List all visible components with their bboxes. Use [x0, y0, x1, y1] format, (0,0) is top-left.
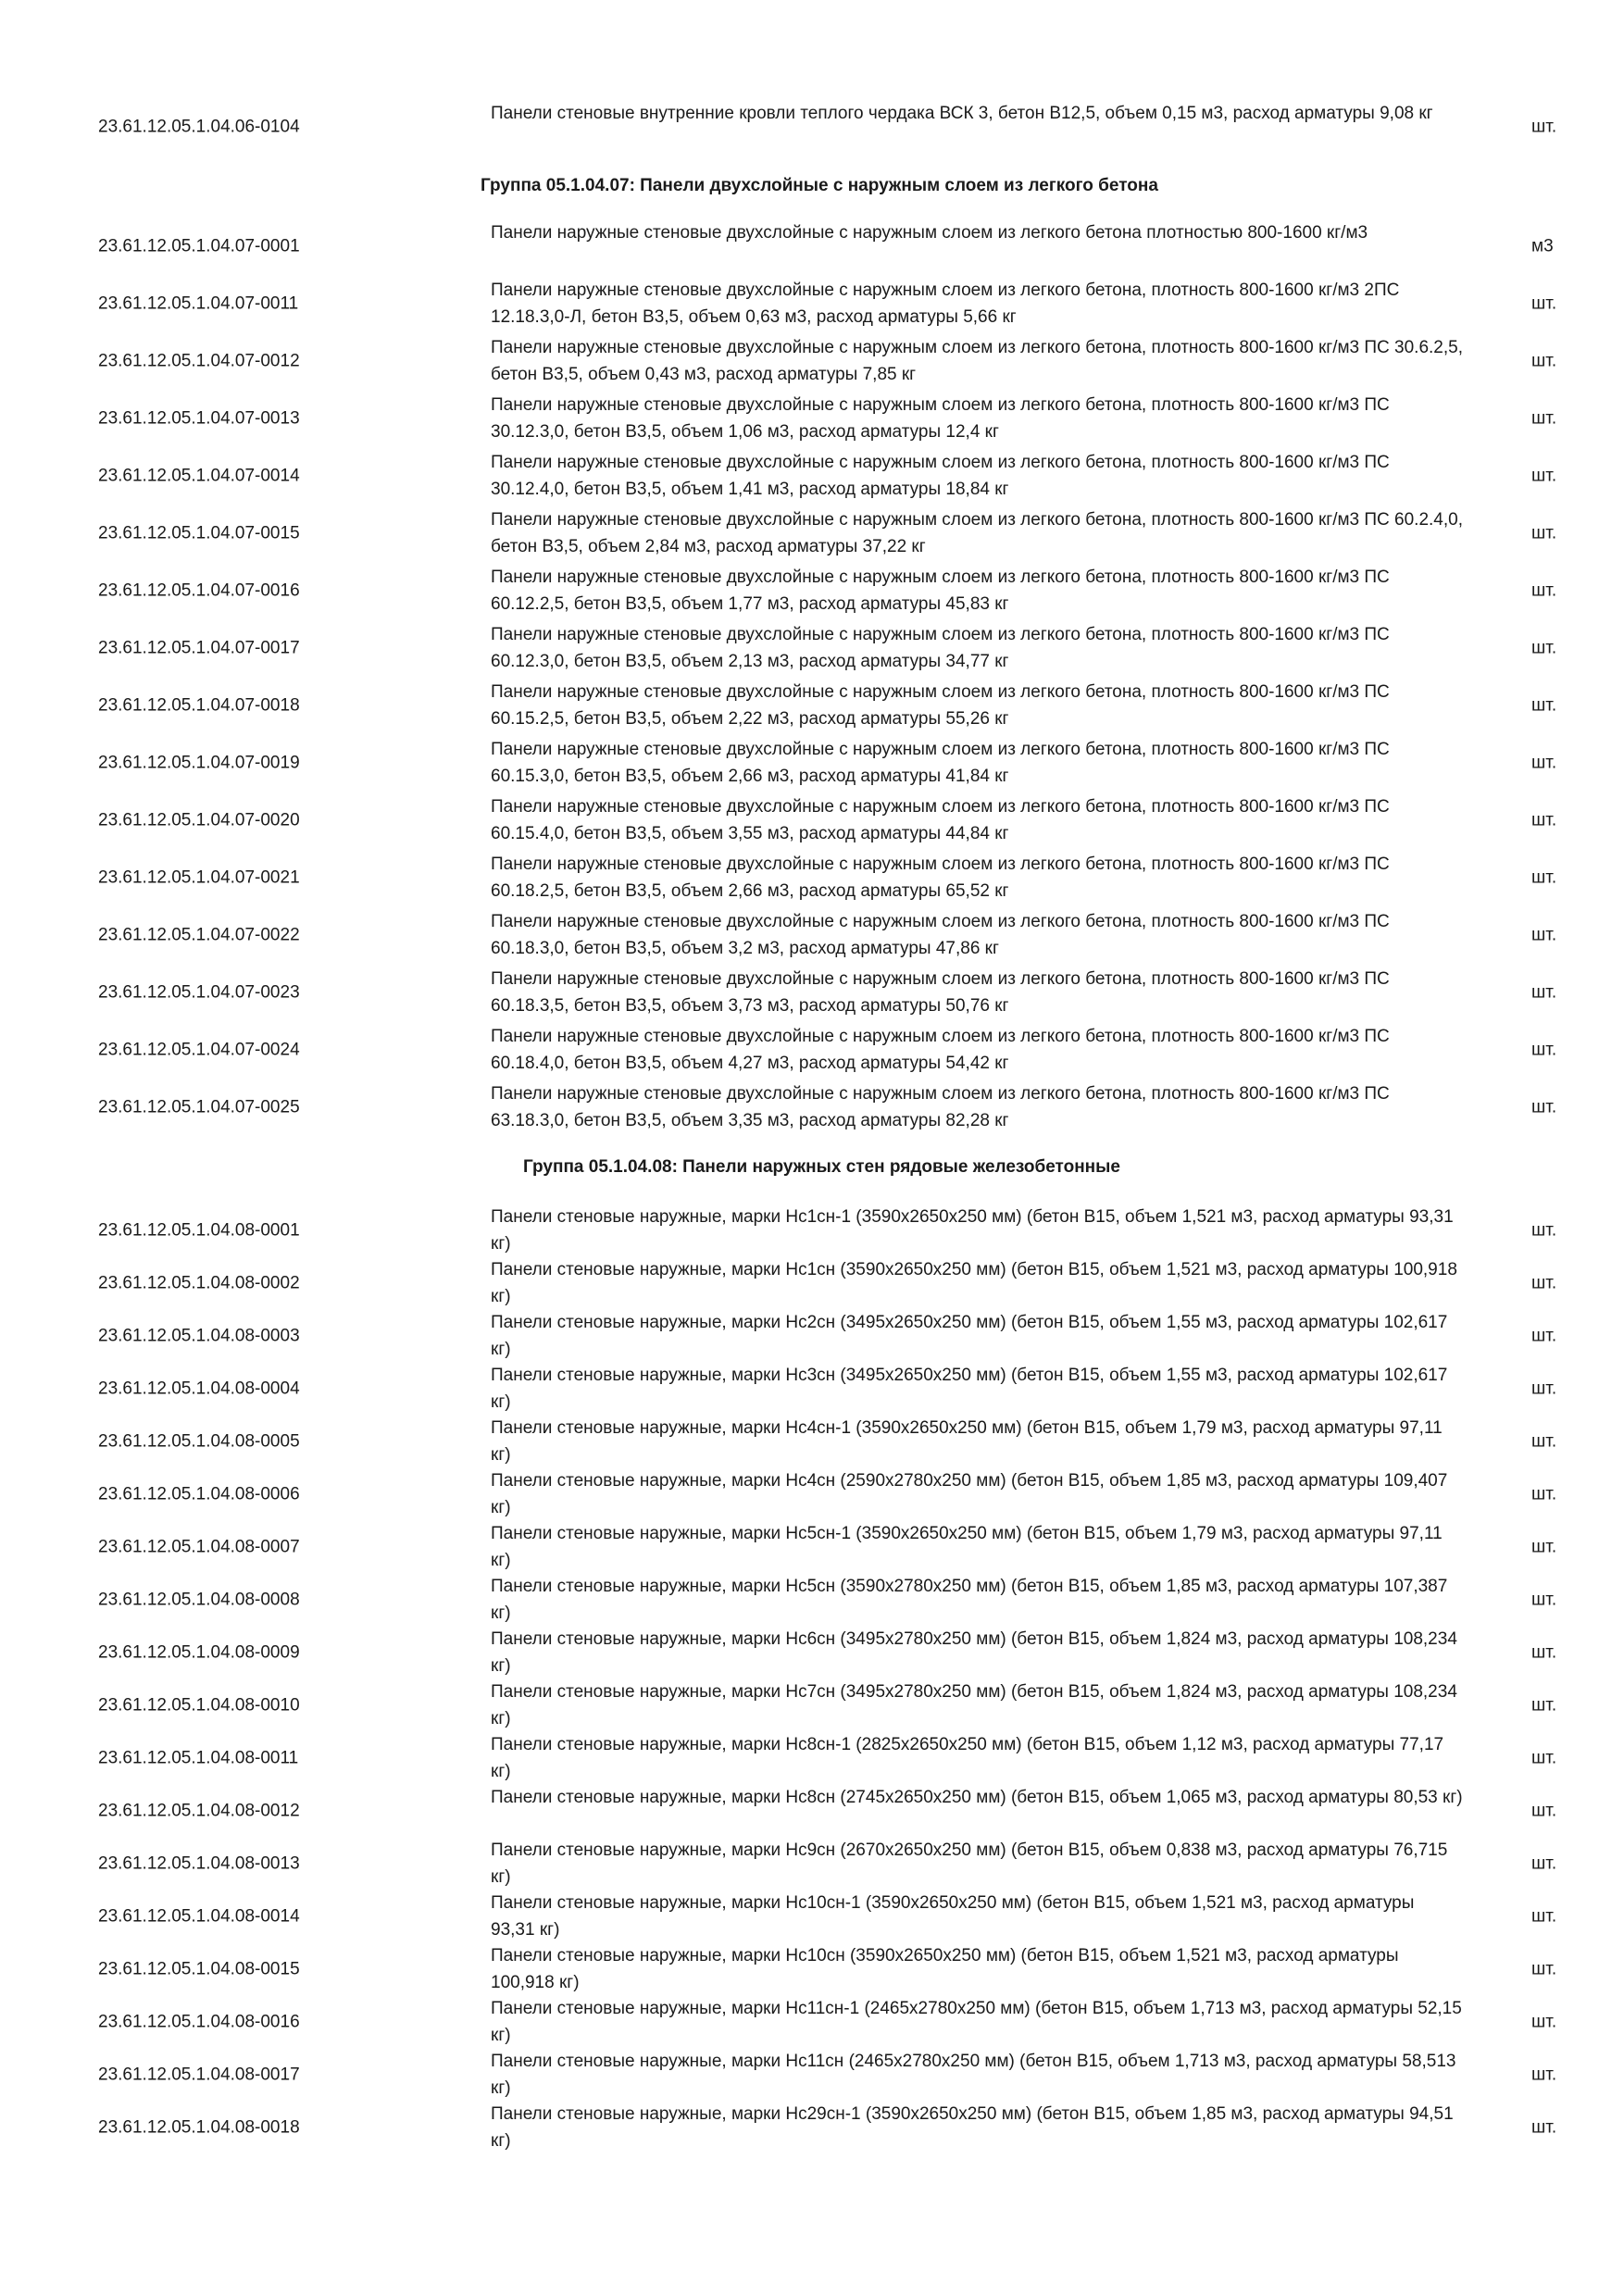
- row-description: Панели наружные стеновые двухслойные с наружным слоем из легкого бетона, плотность 800-1600 кг/м3 ПС 60.12.2,5, бетон В3,5, объем 1,77 м3, расход арматуры 45,83 кг: [491, 568, 1390, 614]
- row-unit: шт.: [1531, 2065, 1557, 2085]
- table-row: [0, 1520, 1624, 1574]
- table-row: [0, 1467, 1624, 1521]
- table-row: [0, 1678, 1624, 1732]
- row-unit: шт.: [1531, 1748, 1557, 1768]
- row-description: Панели стеновые наружные, марки Нс4сн (2590х2780х250 мм) (бетон В15, объем 1,85 м3, расход арматуры 109,407 кг): [491, 1471, 1448, 1517]
- row-description: Панели наружные стеновые двухслойные с наружным слоем из легкого бетона, плотность 800-1600 кг/м3 ПС 60.18.2,5, бетон В3,5, объем 2,66 м3, расход арматуры 65,52 кг: [491, 855, 1390, 901]
- row-description: Панели наружные стеновые двухслойные с наружным слоем из легкого бетона плотностью 800-1600 кг/м3: [491, 223, 1368, 243]
- row-code: 23.61.12.05.1.04.07-0021: [98, 867, 300, 888]
- table-row: [0, 966, 1624, 1019]
- row-description: Панели стеновые наружные, марки Нс6сн (3495х2780х250 мм) (бетон В15, объем 1,824 м3, расход арматуры 108,234 кг): [491, 1629, 1457, 1676]
- row-code: 23.61.12.05.1.04.08-0013: [98, 1853, 300, 1874]
- row-code: 23.61.12.05.1.04.08-0017: [98, 2065, 300, 2085]
- row-description: Панели наружные стеновые двухслойные с наружным слоем из легкого бетона, плотность 800-1600 кг/м3 ПС 60.18.4,0, бетон В3,5, объем 4,27 м3, расход арматуры 54,42 кг: [491, 1027, 1390, 1073]
- table-row: [0, 564, 1624, 618]
- row-code: 23.61.12.05.1.04.08-0018: [98, 2117, 300, 2138]
- table-row: [0, 908, 1624, 962]
- row-code: 23.61.12.05.1.04.08-0007: [98, 1537, 300, 1557]
- table-row: [0, 621, 1624, 675]
- table-row: [0, 506, 1624, 560]
- table-row: [0, 2048, 1624, 2102]
- row-unit: шт.: [1531, 695, 1557, 716]
- row-code: 23.61.12.05.1.04.08-0010: [98, 1695, 300, 1716]
- row-description: Панели стеновые наружные, марки Нс1сн-1 (3590х2650х250 мм) (бетон В15, объем 1,521 м3, расход арматуры 93,31 кг): [491, 1207, 1454, 1254]
- table-row: [0, 100, 1624, 154]
- row-unit: шт.: [1531, 293, 1557, 314]
- table-row: [0, 1942, 1624, 1996]
- row-code: 23.61.12.05.1.04.07-0020: [98, 810, 300, 830]
- row-unit: шт.: [1531, 523, 1557, 543]
- table-row: [0, 851, 1624, 905]
- row-code: 23.61.12.05.1.04.08-0016: [98, 2012, 300, 2032]
- row-code: 23.61.12.05.1.04.08-0009: [98, 1642, 300, 1663]
- row-description: Панели стеновые наружные, марки Нс11сн-1 (2465х2780х250 мм) (бетон В15, объем 1,713 м3, расход арматуры 52,15 кг): [491, 1999, 1462, 2045]
- row-code: 23.61.12.05.1.04.08-0012: [98, 1801, 300, 1821]
- row-code: 23.61.12.05.1.04.07-0001: [98, 236, 300, 256]
- table-row: [0, 277, 1624, 331]
- row-description: Панели наружные стеновые двухслойные с наружным слоем из легкого бетона, плотность 800-1600 кг/м3 ПС 60.15.3,0, бетон В3,5, объем 2,66 м3, расход арматуры 41,84 кг: [491, 740, 1390, 786]
- row-description: Панели стеновые наружные, марки Нс10сн (3590х2650х250 мм) (бетон В15, объем 1,521 м3, расход арматуры 100,918 кг): [491, 1946, 1399, 1992]
- row-unit: шт.: [1531, 1379, 1557, 1399]
- row-description: Панели наружные стеновые двухслойные с наружным слоем из легкого бетона, плотность 800-1600 кг/м3 ПС 60.18.3,0, бетон В3,5, объем 3,2 м3, расход арматуры 47,86 кг: [491, 912, 1390, 958]
- row-description: Панели стеновые наружные, марки Нс5сн-1 (3590х2650х250 мм) (бетон В15, объем 1,79 м3, расход арматуры 97,11 кг): [491, 1524, 1443, 1570]
- row-unit: шт.: [1531, 1040, 1557, 1060]
- row-unit: шт.: [1531, 117, 1557, 137]
- row-code: 23.61.12.05.1.04.07-0022: [98, 925, 300, 945]
- row-unit: шт.: [1531, 1959, 1557, 1979]
- table-row: [0, 1204, 1624, 1257]
- row-unit: шт.: [1531, 1273, 1557, 1293]
- table-row: [0, 1837, 1624, 1890]
- row-description: Панели стеновые наружные, марки Нс9сн (2670х2650х250 мм) (бетон В15, объем 0,838 м3, расход арматуры 76,715 кг): [491, 1841, 1448, 1887]
- table-row: [0, 1362, 1624, 1416]
- row-description: Панели стеновые наружные, марки Нс5сн (3590х2780х250 мм) (бетон В15, объем 1,85 м3, расход арматуры 107,387 кг): [491, 1577, 1448, 1623]
- row-unit: шт.: [1531, 466, 1557, 486]
- table-row: [0, 334, 1624, 388]
- row-unit: шт.: [1531, 1695, 1557, 1716]
- row-unit: шт.: [1531, 1642, 1557, 1663]
- row-description: Панели стеновые наружные, марки Нс8сн-1 (2825х2650х250 мм) (бетон В15, объем 1,12 м3, расход арматуры 77,17 кг): [491, 1735, 1444, 1781]
- table-row: [0, 449, 1624, 503]
- row-description: Панели наружные стеновые двухслойные с наружным слоем из легкого бетона, плотность 800-1600 кг/м3 ПС 30.6.2,5, бетон В3,5, объем 0,43 м3, расход арматуры 7,85 кг: [491, 338, 1463, 384]
- row-description: Панели стеновые наружные, марки Нс11сн (2465х2780х250 мм) (бетон В15, объем 1,713 м3, расход арматуры 58,513 кг): [491, 2052, 1456, 2098]
- row-description: Панели наружные стеновые двухслойные с наружным слоем из легкого бетона, плотность 800-1600 кг/м3 ПС 60.12.3,0, бетон В3,5, объем 2,13 м3, расход арматуры 34,77 кг: [491, 625, 1390, 671]
- row-code: 23.61.12.05.1.04.08-0002: [98, 1273, 300, 1293]
- row-code: 23.61.12.05.1.04.07-0017: [98, 638, 300, 658]
- row-unit: шт.: [1531, 1906, 1557, 1927]
- row-description: Панели стеновые наружные, марки Нс29сн-1 (3590х2650х250 мм) (бетон В15, объем 1,85 м3, расход арматуры 94,51 кг): [491, 2104, 1454, 2151]
- row-unit: шт.: [1531, 753, 1557, 773]
- row-code: 23.61.12.05.1.04.08-0014: [98, 1906, 300, 1927]
- row-description: Панели наружные стеновые двухслойные с наружным слоем из легкого бетона, плотность 800-1600 кг/м3 ПС 30.12.3,0, бетон В3,5, объем 1,06 м3, расход арматуры 12,4 кг: [491, 395, 1390, 442]
- row-unit: шт.: [1531, 1590, 1557, 1610]
- row-code: 23.61.12.05.1.04.08-0008: [98, 1590, 300, 1610]
- row-unit: шт.: [1531, 2012, 1557, 2032]
- group-title: Группа 05.1.04.07: Панели двухслойные с наружным слоем из легкого бетона: [481, 176, 1158, 195]
- row-code: 23.61.12.05.1.04.07-0012: [98, 351, 300, 371]
- row-unit: шт.: [1531, 1326, 1557, 1346]
- row-unit: шт.: [1531, 351, 1557, 371]
- row-description: Панели стеновые наружные, марки Нс8сн (2745х2650х250 мм) (бетон В15, объем 1,065 м3, расход арматуры 80,53 кг): [491, 1788, 1463, 1807]
- table-row: [0, 2101, 1624, 2154]
- row-code: 23.61.12.05.1.04.08-0001: [98, 1220, 300, 1241]
- row-description: Панели наружные стеновые двухслойные с наружным слоем из легкого бетона, плотность 800-1600 кг/м3 ПС 30.12.4,0, бетон В3,5, объем 1,41 м3, расход арматуры 18,84 кг: [491, 453, 1390, 499]
- row-code: 23.61.12.05.1.04.08-0005: [98, 1431, 300, 1452]
- row-unit: шт.: [1531, 1097, 1557, 1117]
- table-row: [0, 1023, 1624, 1077]
- row-description: Панели наружные стеновые двухслойные с наружным слоем из легкого бетона, плотность 800-1600 кг/м3 ПС 60.2.4,0, бетон В3,5, объем 2,84 м3, расход арматуры 37,22 кг: [491, 510, 1463, 556]
- row-code: 23.61.12.05.1.04.06-0104: [98, 117, 300, 137]
- row-unit: шт.: [1531, 867, 1557, 888]
- row-code: 23.61.12.05.1.04.08-0003: [98, 1326, 300, 1346]
- table-row: [0, 679, 1624, 732]
- row-unit: шт.: [1531, 408, 1557, 429]
- table-row: [0, 736, 1624, 790]
- table-row: [0, 1573, 1624, 1627]
- row-code: 23.61.12.05.1.04.07-0013: [98, 408, 300, 429]
- table-row: [0, 1890, 1624, 1943]
- row-description: Панели наружные стеновые двухслойные с наружным слоем из легкого бетона, плотность 800-1600 кг/м3 ПС 60.18.3,5, бетон В3,5, объем 3,73 м3, расход арматуры 50,76 кг: [491, 969, 1390, 1016]
- row-unit: шт.: [1531, 1431, 1557, 1452]
- table-row: [0, 219, 1624, 273]
- table-row: [0, 1309, 1624, 1363]
- table-row: [0, 392, 1624, 445]
- row-unit: шт.: [1531, 810, 1557, 830]
- row-unit: шт.: [1531, 1801, 1557, 1821]
- row-unit: шт.: [1531, 580, 1557, 601]
- row-code: 23.61.12.05.1.04.07-0018: [98, 695, 300, 716]
- row-unit: шт.: [1531, 982, 1557, 1003]
- row-unit: шт.: [1531, 1484, 1557, 1504]
- row-description: Панели стеновые наружные, марки Нс1сн (3590х2650х250 мм) (бетон В15, объем 1,521 м3, расход арматуры 100,918 кг): [491, 1260, 1457, 1306]
- table-row: [0, 1080, 1624, 1134]
- row-description: Панели стеновые наружные, марки Нс10сн-1 (3590х2650х250 мм) (бетон В15, объем 1,521 м3, расход арматуры 93,31 кг): [491, 1893, 1415, 1940]
- row-unit: м3: [1531, 236, 1554, 256]
- table-row: [0, 1415, 1624, 1468]
- row-description: Панели наружные стеновые двухслойные с наружным слоем из легкого бетона, плотность 800-1600 кг/м3 2ПС 12.18.3,0-Л, бетон В3,5, объем 0,63 м3, расход арматуры 5,66 кг: [491, 281, 1400, 327]
- row-description: Панели стеновые наружные, марки Нс4сн-1 (3590х2650х250 мм) (бетон В15, объем 1,79 м3, расход арматуры 97,11 кг): [491, 1418, 1443, 1465]
- row-unit: шт.: [1531, 2117, 1557, 2138]
- row-unit: шт.: [1531, 1537, 1557, 1557]
- row-code: 23.61.12.05.1.04.07-0025: [98, 1097, 300, 1117]
- row-code: 23.61.12.05.1.04.08-0011: [98, 1748, 299, 1768]
- table-row: [0, 1256, 1624, 1310]
- row-description: Панели стеновые наружные, марки Нс2сн (3495х2650х250 мм) (бетон В15, объем 1,55 м3, расход арматуры 102,617 кг): [491, 1313, 1448, 1359]
- row-description: Панели стеновые внутренние кровли теплого чердака ВСК 3, бетон В12,5, объем 0,15 м3, расход арматуры 9,08 кг: [491, 104, 1433, 123]
- row-code: 23.61.12.05.1.04.07-0023: [98, 982, 300, 1003]
- row-code: 23.61.12.05.1.04.07-0016: [98, 580, 300, 601]
- row-description: Панели наружные стеновые двухслойные с наружным слоем из легкого бетона, плотность 800-1600 кг/м3 ПС 60.15.2,5, бетон В3,5, объем 2,22 м3, расход арматуры 55,26 кг: [491, 682, 1390, 729]
- row-unit: шт.: [1531, 1853, 1557, 1874]
- row-unit: шт.: [1531, 1220, 1557, 1241]
- row-code: 23.61.12.05.1.04.08-0006: [98, 1484, 300, 1504]
- table-row: [0, 1995, 1624, 2049]
- row-code: 23.61.12.05.1.04.07-0019: [98, 753, 300, 773]
- row-code: 23.61.12.05.1.04.07-0014: [98, 466, 300, 486]
- row-code: 23.61.12.05.1.04.07-0024: [98, 1040, 300, 1060]
- table-row: [0, 1731, 1624, 1785]
- row-description: Панели стеновые наружные, марки Нс3сн (3495х2650х250 мм) (бетон В15, объем 1,55 м3, расход арматуры 102,617 кг): [491, 1366, 1448, 1412]
- row-code: 23.61.12.05.1.04.07-0011: [98, 293, 299, 314]
- row-code: 23.61.12.05.1.04.07-0015: [98, 523, 300, 543]
- row-code: 23.61.12.05.1.04.08-0015: [98, 1959, 300, 1979]
- row-code: 23.61.12.05.1.04.08-0004: [98, 1379, 300, 1399]
- row-description: Панели наружные стеновые двухслойные с наружным слоем из легкого бетона, плотность 800-1600 кг/м3 ПС 63.18.3,0, бетон В3,5, объем 3,35 м3, расход арматуры 82,28 кг: [491, 1084, 1390, 1130]
- row-unit: шт.: [1531, 638, 1557, 658]
- group-title: Группа 05.1.04.08: Панели наружных стен рядовые железобетонные: [523, 1157, 1120, 1177]
- row-unit: шт.: [1531, 925, 1557, 945]
- table-row: [0, 1626, 1624, 1679]
- table-row: [0, 1784, 1624, 1838]
- row-description: Панели наружные стеновые двухслойные с наружным слоем из легкого бетона, плотность 800-1600 кг/м3 ПС 60.15.4,0, бетон В3,5, объем 3,55 м3, расход арматуры 44,84 кг: [491, 797, 1390, 843]
- row-description: Панели стеновые наружные, марки Нс7сн (3495х2780х250 мм) (бетон В15, объем 1,824 м3, расход арматуры 108,234 кг): [491, 1682, 1457, 1728]
- table-row: [0, 793, 1624, 847]
